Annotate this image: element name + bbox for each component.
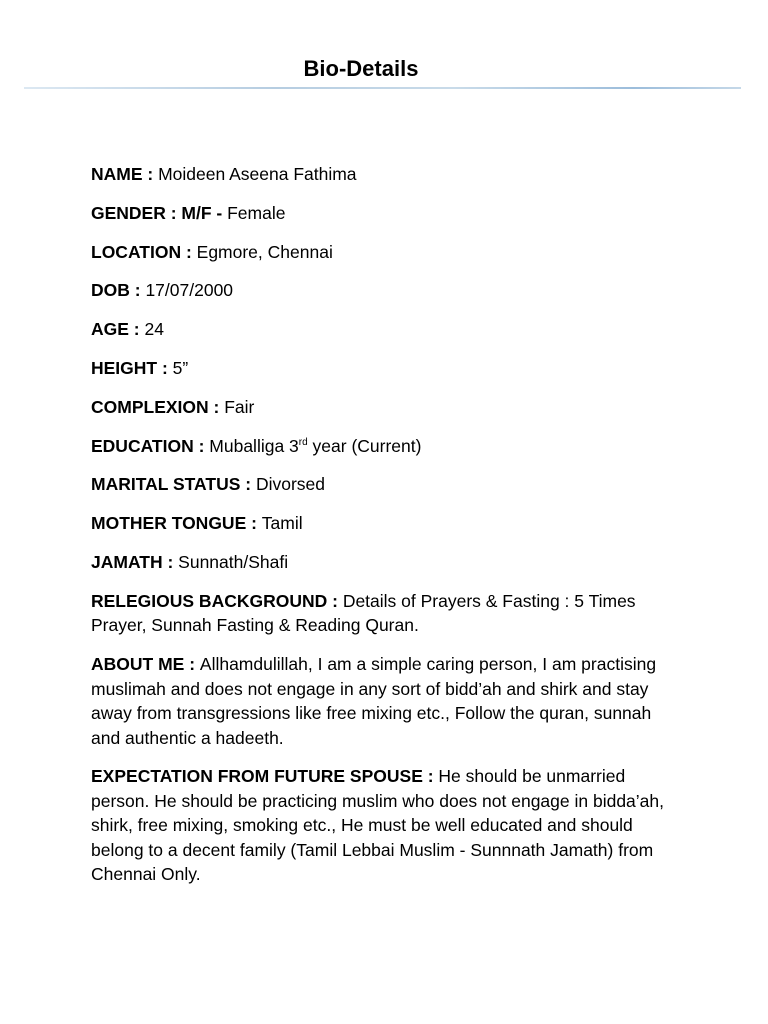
field-value: 5” xyxy=(172,357,189,378)
field-dob xyxy=(91,278,671,303)
field-about-me xyxy=(91,652,671,750)
field-label: EXPECTATION FROM FUTURE SPOUSE : xyxy=(91,766,439,787)
bio-fields xyxy=(91,162,671,901)
field-value: Details of Prayers & Fasting : 5 Times Prayer, Sunnah Fasting & Reading Quran. xyxy=(91,590,636,636)
field-value: Divorsed xyxy=(255,474,325,495)
title-divider xyxy=(24,87,741,89)
field-value: Tamil xyxy=(261,513,303,534)
field-label: AGE : xyxy=(91,319,145,340)
field-height xyxy=(91,356,671,381)
field-religious-background xyxy=(91,589,671,638)
field-value: Female xyxy=(227,202,286,223)
field-value: Fair xyxy=(224,396,255,417)
field-label: COMPLEXION : xyxy=(91,396,225,417)
field-value: Egmore, Chennai xyxy=(196,241,333,262)
field-label: DOB : xyxy=(91,280,146,301)
field-name xyxy=(91,162,671,187)
field-label: JAMATH : xyxy=(91,551,179,572)
ordinal-suffix: rd xyxy=(298,436,308,448)
field-value: Sunnath/Shafi xyxy=(178,551,289,572)
field-value: He should be unmarried person. He should be practicing muslim who does not engage in bidda’ah, shirk, free mixing, smoking etc., He must be well educated and should belong to a decent family (Tamil Lebbai Muslim - Sunnnath Jamath) from Chennai Only. xyxy=(91,766,664,885)
field-label: HEIGHT : xyxy=(91,357,173,378)
field-label: LOCATION : xyxy=(91,241,197,262)
field-complexion xyxy=(91,395,671,420)
field-location xyxy=(91,240,671,265)
field-jamath xyxy=(91,550,671,575)
field-label: GENDER : M/F - xyxy=(91,202,228,223)
field-label: NAME : xyxy=(91,164,159,184)
field-age xyxy=(91,317,671,342)
field-label: ABOUT ME : xyxy=(91,654,200,675)
field-value: Muballiga 3 xyxy=(209,435,299,456)
page-title: Bio-Details xyxy=(303,56,419,81)
field-value: 24 xyxy=(144,319,164,340)
field-value: Moideen Aseena Fathima xyxy=(158,164,357,184)
field-value: 17/07/2000 xyxy=(145,280,234,301)
field-value: Allhamdulillah, I am a simple caring person, I am practising muslimah and does not engage in any sort of bidd’ah and shirk and stay away from transgressions like free mixing etc., Follow the quran, sunnah and authentic a hadeeth. xyxy=(91,654,657,748)
field-marital-status xyxy=(91,472,671,497)
field-label: EDUCATION : xyxy=(91,435,210,456)
field-mother-tongue xyxy=(91,511,671,536)
field-education xyxy=(91,434,671,459)
field-spouse-expectation xyxy=(91,764,671,887)
field-gender xyxy=(91,201,671,226)
field-label: RELEGIOUS BACKGROUND : xyxy=(91,590,343,611)
field-value-suffix: year (Current) xyxy=(307,435,422,456)
field-label: MOTHER TONGUE : xyxy=(91,513,262,534)
field-label: MARITAL STATUS : xyxy=(91,474,256,495)
